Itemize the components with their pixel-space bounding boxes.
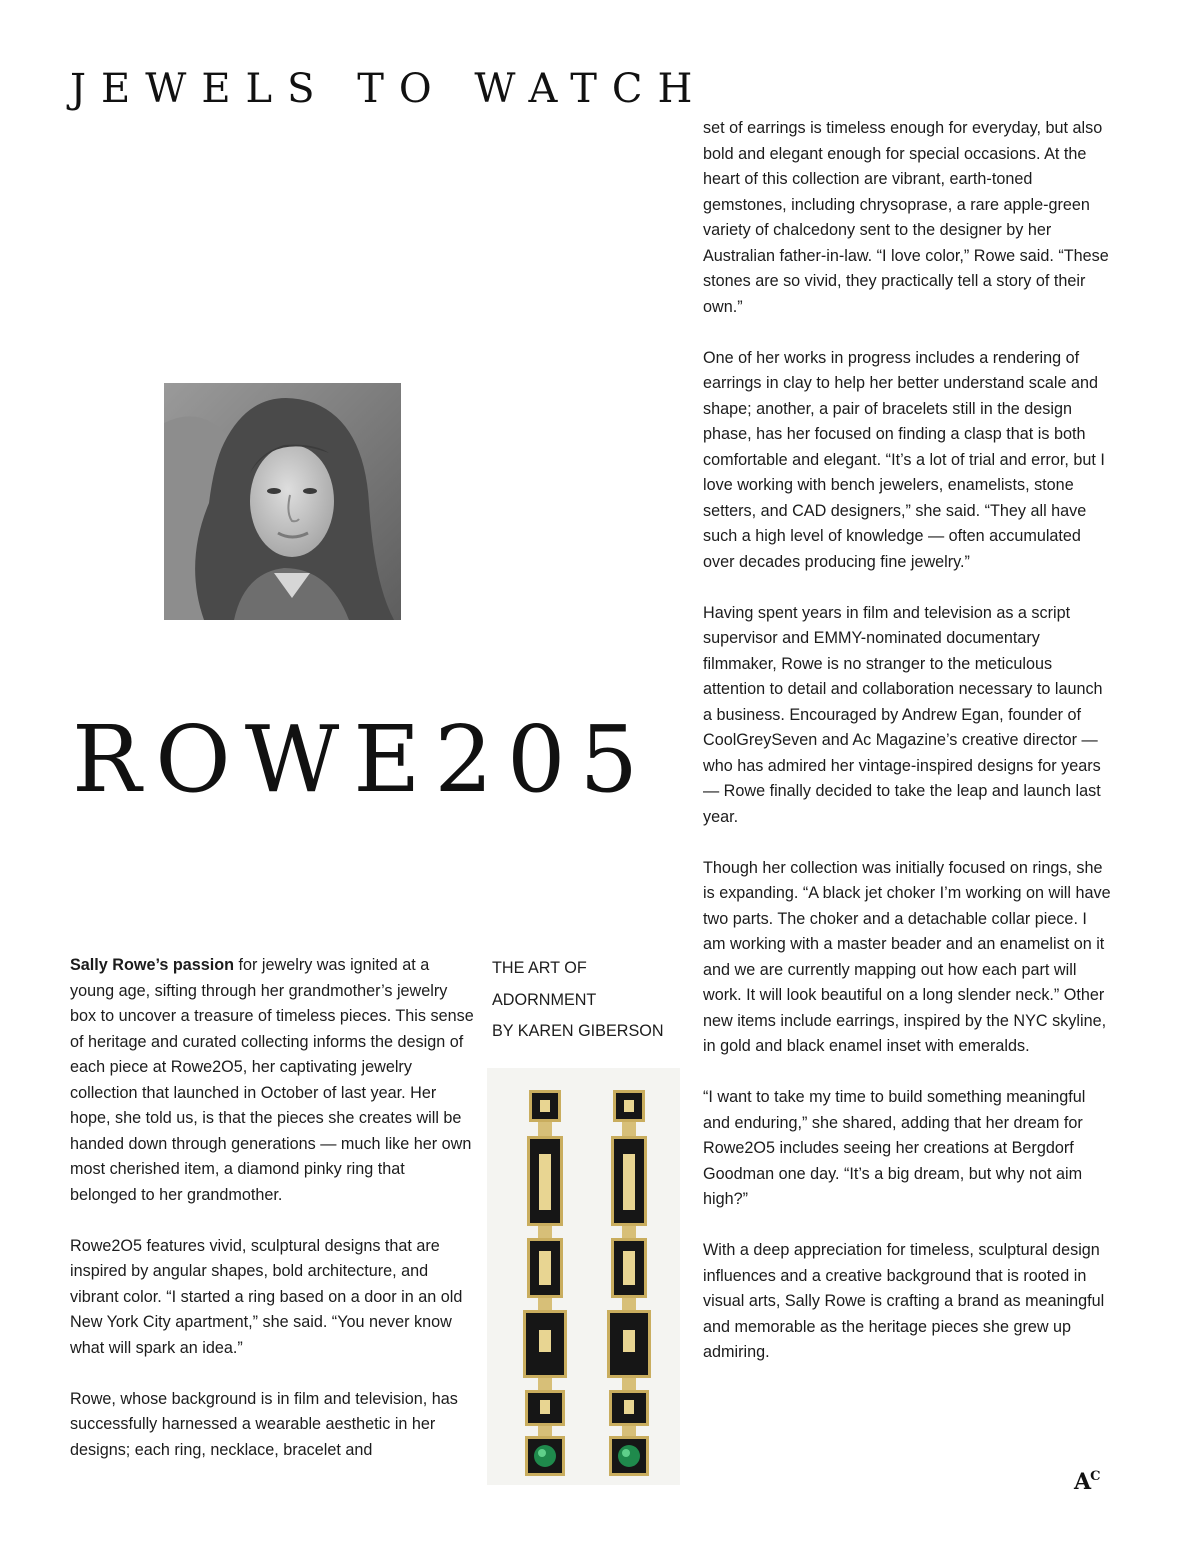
logo-superscript: C [1090,1469,1101,1484]
paragraph: “I want to take my time to build something meaningful and enduring,” she shared, adding that her dream for Rowe2O5 includes seeing her creations at Bergdorf Goodman one day. “It’s a big dream, but why not aim high?” [703,1088,1086,1208]
paragraph: One of her works in progress includes a rendering of earrings in clay to help her better understand scale and shape; another, a pair of bracelets still in the design phase, has her focused on finding a clasp that is both comfortable and elegant. “It’s a lot of trial and error, but I love working with bench jewelers, enamelists, stone setters, and CAD designers,” she said. “They all have such a high level of knowledge — often accumulated over decades producing fine jewelry.” [703,348,1105,571]
paragraph: With a deep appreciation for timeless, sculptural design influences and a creative background that is rooted in visual arts, Sally Rowe is crafting a brand as meaningful and memorable as the heritage pieces she grew up admiring. [703,1241,1105,1361]
paragraph: Having spent years in film and television as a script supervisor and EMMY-nominated documentary filmmaker, Rowe is no stranger to the meticulous attention to detail and collaboration necessary to launch a business. Encouraged by Andrew Egan, founder of CoolGreySeven and Ac Magazine’s creative director — who has admired her vintage-inspired designs for years — Rowe finally decided to take the leap and launch last year. [703,603,1103,826]
magazine-logo [1074,1464,1100,1495]
earrings-photo [487,1068,680,1485]
logo-letter: A [1074,1469,1092,1495]
lead-in: Sally Rowe’s passion [70,956,235,974]
article-subhead [492,953,682,1048]
paragraph: Rowe, whose background is in film and television, has successfully harnessed a wearable aesthetic in her designs; each ring, necklace, bracelet and [70,1389,458,1459]
paragraph [70,953,475,1208]
subhead-line-1: THE ART OF [492,959,587,977]
subhead-line-2: ADORNMENT [492,990,597,1009]
paragraph: set of earrings is timeless enough for everyday, but also bold and elegant enough for special occasions. At the heart of this collection are vibrant, earth-toned gemstones, including chrysoprase, a rare apple-green variety of chalcedony sent to the designer by her Australian father-in-law. “I love color,” Rowe said. “These stones are so vivid, they practically tell a story of their own.” [703,119,1109,316]
paragraph-text: for jewelry was ignited at a young age, sifting through her grandmother’s jewelry box to uncover a treasure of timeless pieces. This sense of heritage and curated collecting informs the design of each piece at Rowe2O5, her captivating jewelry collection that launched in October of last year. Her hope, she told us, is that the pieces she creates will be handed down through generations — much like her own most cherished item, a diamond pinky ring that belonged to her grandmother. [70,956,474,1204]
section-title: JEWELS TO WATCH [70,66,708,112]
article-column-left [70,953,475,1463]
brand-title: ROWE205 [72,706,653,813]
byline: BY KAREN GIBERSON [492,1022,664,1041]
paragraph: Rowe2O5 features vivid, sculptural designs that are inspired by angular shapes, bold architecture, and vibrant color. “I started a ring based on a door in an old New York City apartment,” she said. “You never know what will spark an idea.” [70,1236,463,1357]
paragraph: Though her collection was initially focused on rings, she is expanding. “A black jet choker I’m working on will have two parts. The choker and a detachable collar piece. I am working with a master beader and an enamelist on it and we are currently mapping out how each part will work. It will look beautiful on a long slender neck.” Other new items include earrings, inspired by the NYC skyline, in gold and black enamel inset with emeralds. [703,858,1111,1055]
portrait-photo [164,383,401,620]
article-column-right [703,116,1113,1366]
